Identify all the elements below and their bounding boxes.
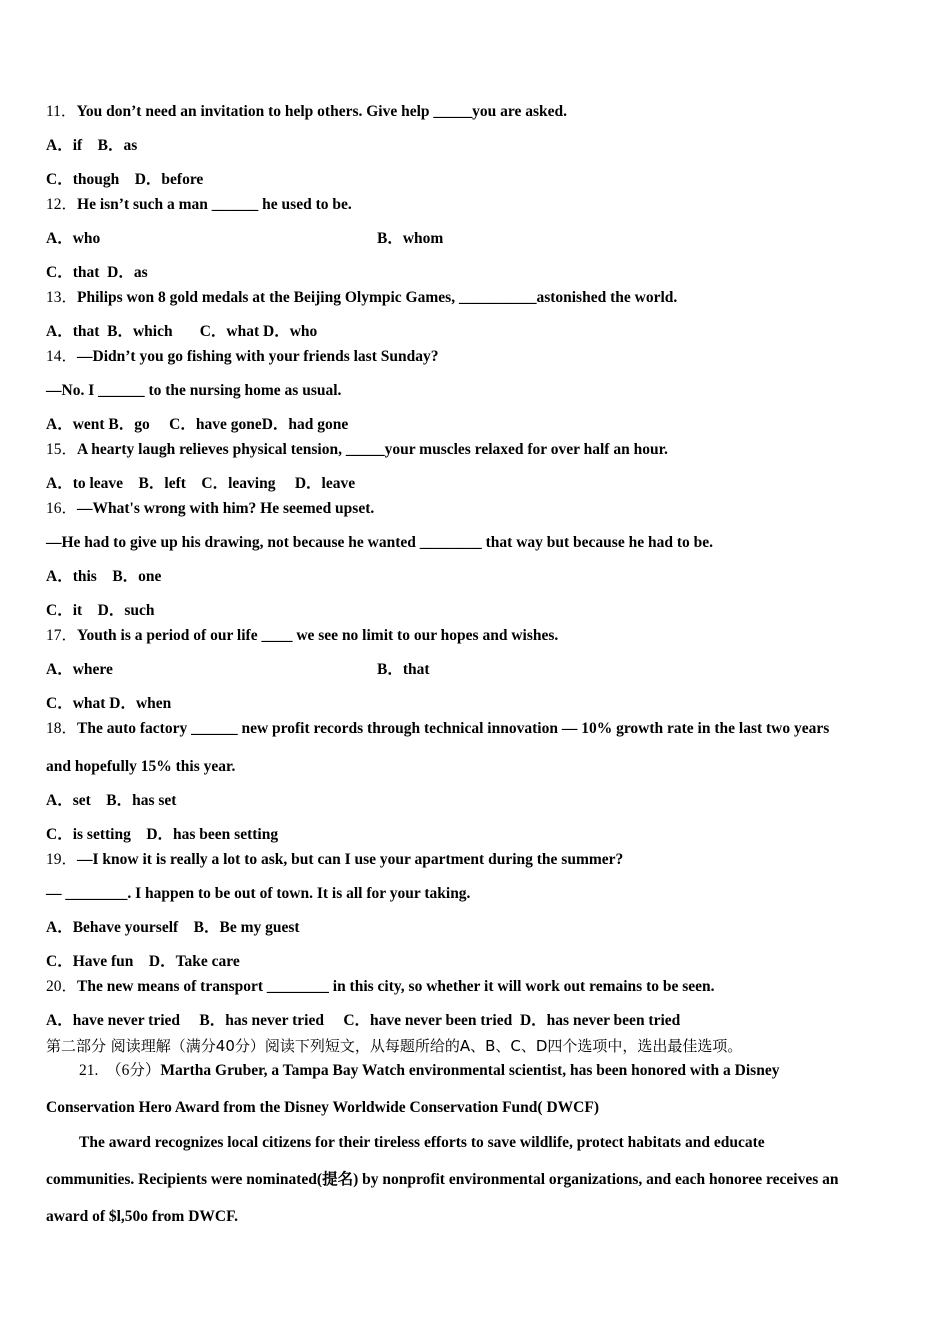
q14-reply: —No. I ______ to the nursing home as usual. — [46, 382, 342, 399]
q11-options-cd: C．though D．before — [46, 171, 204, 188]
q12-options-cd: C．that D．as — [46, 264, 148, 281]
q16-stem: 16．—What's wrong with him? He seemed upset. — [46, 500, 375, 517]
q18-options-cd: C．is setting D．has been setting — [46, 826, 279, 843]
q12-option-b: B．whom — [377, 230, 444, 247]
q12-option-a: A．who — [46, 230, 101, 247]
q17-options-cd: C．what D．when — [46, 695, 172, 712]
q18-stem: 18．The auto factory ______ new profit records through technical innovation — 10% growth rate in the last two years — [46, 720, 830, 737]
q13-stem: 13．Philips won 8 gold medals at the Beijing Olympic Games, __________astonished the world. — [46, 289, 678, 306]
passage-line-4: award of $l,50o from DWCF. — [46, 1208, 239, 1225]
q16-options-cd: C．it D．such — [46, 602, 155, 619]
q16-reply: —He had to give up his drawing, not because he wanted ________ that way but because he had to be. — [46, 534, 713, 551]
q13-options: A．that B．which C．what D．who — [46, 323, 318, 340]
q11-stem: 11．You don’t need an invitation to help others. Give help _____you are asked. — [46, 103, 568, 120]
q21-stem: 21. （6分）Martha Gruber, a Tampa Bay Watch environmental scientist, has been honored with a Disney — [79, 1062, 780, 1079]
q19-reply: — ________. I happen to be out of town. It is all for your taking. — [46, 885, 471, 902]
q20-options: A．have never tried B．has never tried C．have never been tried D．has never been tried — [46, 1012, 681, 1029]
q17-stem: 17．Youth is a period of our life ____ we see no limit to our hopes and wishes. — [46, 627, 559, 644]
q20-stem: 20．The new means of transport ________ in this city, so whether it will work out remains to be seen. — [46, 978, 715, 995]
q12-stem: 12．He isn’t such a man ______ he used to be. — [46, 196, 352, 213]
q19-options-cd: C．Have fun D．Take care — [46, 953, 240, 970]
passage-line-1: Conservation Hero Award from the Disney Worldwide Conservation Fund( DWCF) — [46, 1099, 599, 1116]
q19-stem: 19．—I know it is really a lot to ask, but can I use your apartment during the summer? — [46, 851, 624, 868]
q11-options-ab: A．if B．as — [46, 137, 138, 154]
q16-options-ab: A．this B．one — [46, 568, 162, 585]
q18-options-ab: A．set B．has set — [46, 792, 177, 809]
q17-option-b: B．that — [377, 661, 430, 678]
section-two-heading: 第二部分 阅读理解（满分40分）阅读下列短文，从每题所给的A、B、C、D四个选项中，选出最佳选项。 — [46, 1037, 743, 1055]
passage-line-2: The award recognizes local citizens for their tireless efforts to save wildlife, protect habitats and educate — [79, 1134, 765, 1151]
passage-line-3: communities. Recipients were nominated(提名) by nonprofit environmental organizations, and each honoree receives an — [46, 1171, 839, 1188]
q14-options: A．went B．go C．have goneD．had gone — [46, 416, 349, 433]
q17-option-a: A．where — [46, 661, 113, 678]
q19-options-ab: A．Behave yourself B．Be my guest — [46, 919, 300, 936]
q15-stem: 15．A hearty laugh relieves physical tension, _____your muscles relaxed for over half an hour. — [46, 441, 668, 458]
q14-stem: 14．—Didn’t you go fishing with your friends last Sunday? — [46, 348, 439, 365]
q18-stem-continued: and hopefully 15% this year. — [46, 758, 236, 775]
q15-options: A．to leave B．left C．leaving D．leave — [46, 475, 356, 492]
